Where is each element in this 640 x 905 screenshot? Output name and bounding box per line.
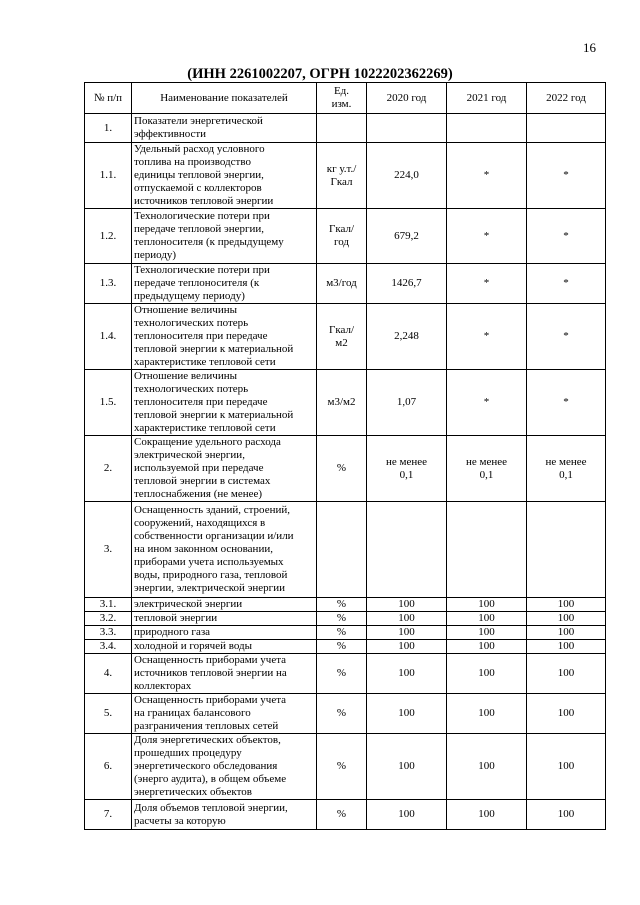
- value-2020: 2,248: [367, 304, 447, 370]
- value-2021: 100: [447, 734, 527, 800]
- value-2021: *: [447, 264, 527, 304]
- table-row: [85, 209, 606, 264]
- row-number: 3.3.: [85, 626, 132, 640]
- unit-cell: [317, 114, 367, 143]
- value-2022: 100: [527, 800, 606, 830]
- value-2022: [527, 502, 606, 598]
- unit-cell: Гкал/ год: [317, 209, 367, 264]
- table-row: [85, 598, 606, 612]
- header-unit: Ед. изм.: [317, 83, 367, 114]
- table-row: [85, 502, 606, 598]
- value-2020: 1,07: [367, 370, 447, 436]
- row-number: 3.4.: [85, 640, 132, 654]
- value-2022: 100: [527, 626, 606, 640]
- value-2020: 679,2: [367, 209, 447, 264]
- unit-cell: %: [317, 626, 367, 640]
- table-row: [85, 143, 606, 209]
- value-2021: 100: [447, 626, 527, 640]
- value-2020: 100: [367, 612, 447, 626]
- row-number: 5.: [85, 694, 132, 734]
- indicator-name: Оснащенность зданий, строений, сооружений, находящихся в собственности организации и/или на ином законном основании, приборами учета используемых воды, природного газа, тепловой энергии, электрической энергии: [132, 502, 317, 598]
- value-2021: 100: [447, 640, 527, 654]
- unit-cell: %: [317, 436, 367, 502]
- row-number: 6.: [85, 734, 132, 800]
- indicator-name: Доля энергетических объектов, прошедших процедуру энергетического обследования (энерго аудита), в общем объеме энергетических объектов: [132, 734, 317, 800]
- indicator-name: холодной и горячей воды: [132, 640, 317, 654]
- value-2021: *: [447, 209, 527, 264]
- unit-cell: кг у.т./ Гкал: [317, 143, 367, 209]
- value-2020: 100: [367, 640, 447, 654]
- value-2021: 100: [447, 654, 527, 694]
- indicator-name: Сокращение удельного расхода электрической энергии, используемой при передаче тепловой энергии в системах теплоснабжения (не менее): [132, 436, 317, 502]
- unit-cell: %: [317, 734, 367, 800]
- row-number: 1.5.: [85, 370, 132, 436]
- value-2022: 100: [527, 612, 606, 626]
- value-2020: 100: [367, 654, 447, 694]
- row-number: 2.: [85, 436, 132, 502]
- value-2021: *: [447, 143, 527, 209]
- indicator-name: Показатели энергетической эффективности: [132, 114, 317, 143]
- value-2021: *: [447, 370, 527, 436]
- value-2020: 100: [367, 734, 447, 800]
- value-2020: 1426,7: [367, 264, 447, 304]
- row-number: 3.: [85, 502, 132, 598]
- row-number: 3.1.: [85, 598, 132, 612]
- table-header-row: [85, 83, 606, 114]
- value-2022: 100: [527, 598, 606, 612]
- unit-cell: %: [317, 640, 367, 654]
- header-name: Наименование показателей: [132, 83, 317, 114]
- indicators-table: [84, 82, 606, 830]
- table-row: [85, 370, 606, 436]
- value-2021: 100: [447, 598, 527, 612]
- table-row: [85, 626, 606, 640]
- indicator-name: тепловой энергии: [132, 612, 317, 626]
- value-2021: 100: [447, 800, 527, 830]
- table-row: [85, 640, 606, 654]
- row-number: 1.: [85, 114, 132, 143]
- value-2022: *: [527, 143, 606, 209]
- value-2020: [367, 502, 447, 598]
- value-2022: [527, 114, 606, 143]
- value-2021: [447, 114, 527, 143]
- row-number: 4.: [85, 654, 132, 694]
- header-2021: 2021 год: [447, 83, 527, 114]
- value-2021: 100: [447, 612, 527, 626]
- table-row: [85, 800, 606, 830]
- table-row: [85, 734, 606, 800]
- table-row: [85, 694, 606, 734]
- unit-cell: м3/год: [317, 264, 367, 304]
- value-2020: 100: [367, 626, 447, 640]
- value-2021: [447, 502, 527, 598]
- page-number: 16: [583, 40, 596, 55]
- value-2022: 100: [527, 734, 606, 800]
- unit-cell: %: [317, 612, 367, 626]
- unit-cell: [317, 502, 367, 598]
- header-2022: 2022 год: [527, 83, 606, 114]
- value-2022: *: [527, 370, 606, 436]
- unit-cell: %: [317, 800, 367, 830]
- indicator-name: Технологические потери при передаче тепловой энергии, теплоносителя (к предыдущему периоду): [132, 209, 317, 264]
- value-2022: *: [527, 304, 606, 370]
- value-2021: 100: [447, 694, 527, 734]
- row-number: 1.3.: [85, 264, 132, 304]
- value-2021: *: [447, 304, 527, 370]
- table-row: [85, 304, 606, 370]
- indicator-name: Доля объемов тепловой энергии, расчеты за которую: [132, 800, 317, 830]
- indicator-name: электрической энергии: [132, 598, 317, 612]
- value-2022: *: [527, 264, 606, 304]
- row-number: 3.2.: [85, 612, 132, 626]
- value-2022: *: [527, 209, 606, 264]
- row-number: 1.1.: [85, 143, 132, 209]
- indicator-name: Технологические потери при передаче теплоносителя (к предыдущему периоду): [132, 264, 317, 304]
- value-2020: 100: [367, 800, 447, 830]
- indicator-name: природного газа: [132, 626, 317, 640]
- table-row: [85, 264, 606, 304]
- table-row: [85, 612, 606, 626]
- indicator-name: Отношение величины технологических потерь теплоносителя при передаче тепловой энергии к материальной характеристике тепловой сети: [132, 304, 317, 370]
- table-row: [85, 654, 606, 694]
- indicator-name: Оснащенность приборами учета на границах балансового разграничения тепловых сетей: [132, 694, 317, 734]
- value-2021: не менее 0,1: [447, 436, 527, 502]
- value-2022: 100: [527, 640, 606, 654]
- row-number: 1.2.: [85, 209, 132, 264]
- value-2020: 224,0: [367, 143, 447, 209]
- value-2022: 100: [527, 654, 606, 694]
- indicator-name: Оснащенность приборами учета источников тепловой энергии на коллекторах: [132, 654, 317, 694]
- value-2020: 100: [367, 694, 447, 734]
- row-number: 1.4.: [85, 304, 132, 370]
- value-2020: не менее 0,1: [367, 436, 447, 502]
- indicator-name: Удельный расход условного топлива на производство единицы тепловой энергии, отпускаемой с коллекторов источников тепловой энергии: [132, 143, 317, 209]
- unit-cell: Гкал/ м2: [317, 304, 367, 370]
- row-number: 7.: [85, 800, 132, 830]
- table-row: [85, 114, 606, 143]
- value-2022: 100: [527, 694, 606, 734]
- unit-cell: %: [317, 694, 367, 734]
- value-2020: 100: [367, 598, 447, 612]
- header-2020: 2020 год: [367, 83, 447, 114]
- unit-cell: %: [317, 598, 367, 612]
- unit-cell: %: [317, 654, 367, 694]
- document-heading: (ИНН 2261002207, ОГРН 1022202362269): [187, 66, 453, 82]
- indicator-name: Отношение величины технологических потерь теплоносителя при передаче тепловой энергии к материальной характеристике тепловой сети: [132, 370, 317, 436]
- unit-cell: м3/м2: [317, 370, 367, 436]
- table-row: [85, 436, 606, 502]
- value-2022: не менее 0,1: [527, 436, 606, 502]
- header-num: № п/п: [85, 83, 132, 114]
- value-2020: [367, 114, 447, 143]
